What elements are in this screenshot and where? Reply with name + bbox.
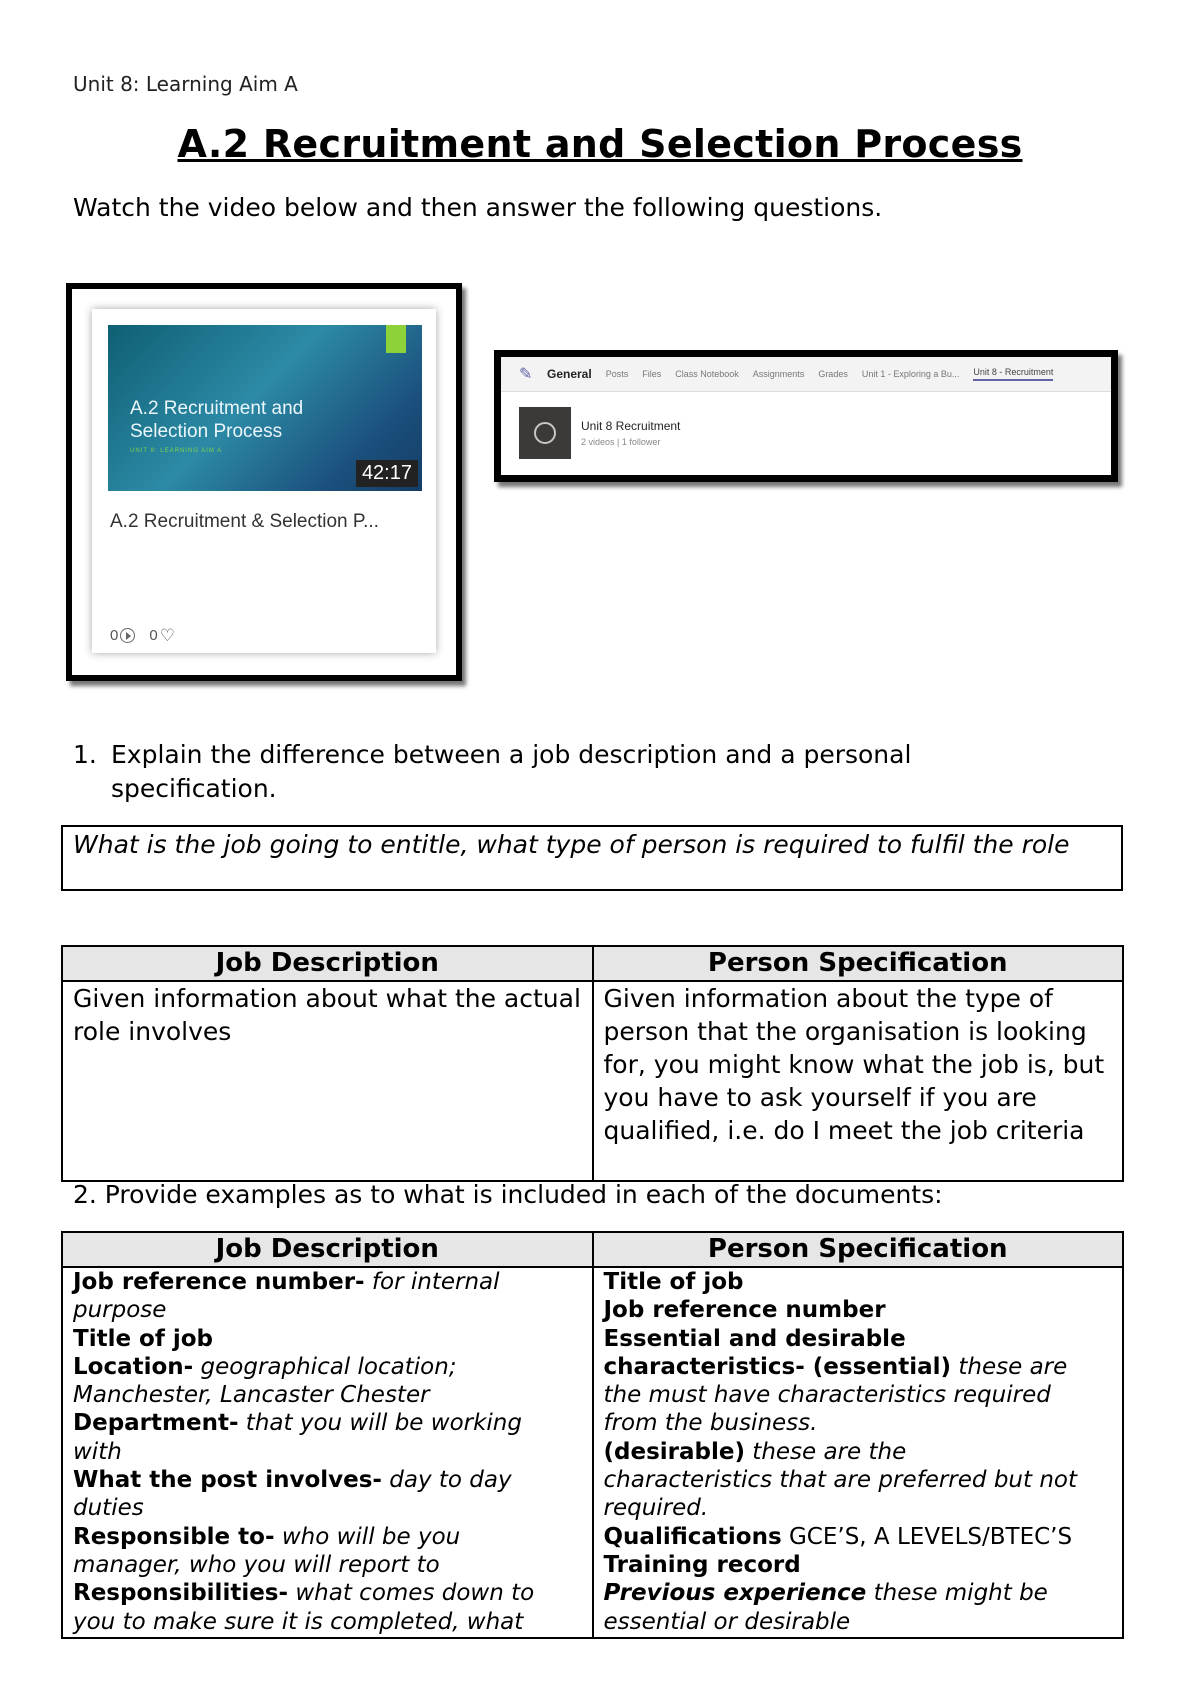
jd-department-label: Department-: [73, 1410, 239, 1437]
tab-files[interactable]: Files: [642, 369, 662, 379]
person-specification-cell: Given information about the type of person that the organisation is looking for, you might know what the job is, but you have to ask yourself if you are qualified, i.e. do I meet the job criteria: [593, 981, 1124, 1181]
ps-qualifications-value: GCE’S, A LEVELS/BTEC’S: [781, 1523, 1073, 1550]
tab-class-notebook[interactable]: Class Notebook: [675, 369, 739, 379]
team-name[interactable]: General: [547, 367, 592, 381]
intro-text: Watch the video below and then answer the following questions.: [73, 193, 883, 222]
jd-location-note: geographical location;: [193, 1353, 457, 1380]
teams-tab-bar: [501, 357, 1111, 392]
channel-name[interactable]: Unit 8 Recruitment: [581, 419, 681, 433]
tab-grades[interactable]: Grades: [818, 369, 848, 379]
job-description-cell: Given information about what the actual role involves: [62, 981, 593, 1181]
table-header-row: [62, 946, 1123, 981]
tab-unit-8[interactable]: Unit 8 - Recruitment: [973, 367, 1053, 381]
channel-meta: 2 videos | 1 follower: [581, 437, 661, 447]
jd-post-label: What the post involves-: [73, 1467, 382, 1494]
ps-experience-note-cont: essential or desirable: [603, 1608, 851, 1635]
jd-department-note: that you will be working: [238, 1410, 522, 1437]
page-header: Unit 8: Learning Aim A: [73, 72, 298, 96]
question-1-answer: What is the job going to entitle, what type of person is required to fulfil the role: [61, 825, 1123, 891]
ps-experience-note: these might be: [866, 1580, 1048, 1607]
ps-qualifications-label: Qualifications: [603, 1523, 782, 1550]
jd-reference-note: for internal: [364, 1269, 500, 1295]
column-header-person-specification: Person Specification: [593, 946, 1124, 981]
channel-entry[interactable]: [519, 407, 680, 459]
jd-responsibilities-label: Responsibilities-: [73, 1580, 289, 1607]
job-description-examples: [62, 1267, 593, 1638]
person-specification-examples: [593, 1267, 1124, 1638]
ps-desirable-note-end: required.: [603, 1495, 709, 1522]
views-count: 0: [110, 627, 119, 644]
jd-department-note-cont: with: [73, 1438, 122, 1465]
jd-location-note-cont: Manchester, Lancaster Chester: [73, 1382, 430, 1409]
comparison-table: [61, 945, 1124, 1182]
team-logo-icon: ✎: [519, 366, 533, 383]
ps-desirable-note-cont: characteristics that are preferred but not: [603, 1467, 1077, 1494]
table-row: [62, 1267, 1123, 1638]
jd-responsible-note-cont: manager, who you will report to: [73, 1551, 440, 1578]
jd-responsibilities-note-cont: you to make sure it is completed, what: [73, 1608, 524, 1635]
column-header-person-specification: Person Specification: [593, 1232, 1124, 1267]
question-1-text: Explain the difference between a job description and a personal specification.: [111, 740, 912, 803]
jd-reference-label: Job reference number-: [73, 1269, 365, 1295]
jd-location-label: Location-: [73, 1353, 194, 1380]
ps-experience-label: Previous experience: [603, 1580, 867, 1607]
teams-channel-image: [494, 350, 1118, 482]
ps-characteristics-note-cont: the must have characteristics required: [603, 1382, 1051, 1409]
tab-unit-1[interactable]: Unit 1 - Exploring a Bu...: [861, 369, 960, 379]
column-header-job-description: Job Description: [62, 946, 593, 981]
heart-icon[interactable]: ♡: [159, 626, 175, 645]
question-1-number: 1.: [73, 740, 97, 769]
jd-responsible-note: who will be you: [274, 1523, 461, 1550]
table-row: [62, 981, 1123, 1181]
video-title[interactable]: A.2 Recruitment & Selection P...: [110, 511, 379, 532]
ps-characteristics-note-end: from the business.: [603, 1410, 818, 1437]
thumbnail-subtitle: UNIT 8: LEARNING AIM A: [130, 448, 223, 454]
ps-essential-label: Essential and desirable: [603, 1325, 906, 1352]
likes-count: 0: [149, 627, 158, 644]
jd-responsibilities-note: what comes down to: [288, 1580, 535, 1607]
views-stat: [110, 627, 135, 644]
jd-post-note-cont: duties: [73, 1495, 144, 1522]
video-duration: 42:17: [356, 460, 418, 487]
page-title: A.2 Recruitment and Selection Process: [177, 122, 1023, 166]
globe-icon: [534, 422, 556, 444]
examples-table: [61, 1231, 1124, 1639]
channel-info: [581, 419, 680, 447]
video-thumbnail[interactable]: [108, 325, 422, 491]
jd-reference-note-cont: purpose: [73, 1297, 167, 1324]
channel-avatar: [519, 407, 571, 459]
ps-characteristics-label: characteristics- (essential): [603, 1353, 952, 1380]
question-2-text: 2. Provide examples as to what is included in each of the documents:: [73, 1180, 943, 1209]
play-icon: [120, 628, 135, 643]
thumbnail-tag: [386, 325, 406, 353]
likes-stat[interactable]: [149, 627, 175, 644]
ps-desirable-note: these are the: [744, 1438, 907, 1465]
ps-title-label: Title of job: [603, 1269, 744, 1295]
ps-training-label: Training record: [603, 1551, 801, 1578]
jd-title-label: Title of job: [73, 1325, 214, 1352]
tab-posts[interactable]: Posts: [605, 369, 629, 379]
video-card[interactable]: [92, 309, 436, 653]
video-stats: [110, 627, 175, 644]
ps-characteristics-note: these are: [951, 1353, 1068, 1380]
thumbnail-title: A.2 Recruitment and Selection Process: [130, 398, 304, 442]
jd-post-note: day to day: [381, 1467, 512, 1494]
column-header-job-description: Job Description: [62, 1232, 593, 1267]
jd-responsible-label: Responsible to-: [73, 1523, 275, 1550]
question-1: [73, 738, 1073, 806]
tab-assignments[interactable]: Assignments: [752, 369, 805, 379]
table-header-row: [62, 1232, 1123, 1267]
video-card-image[interactable]: [66, 283, 462, 681]
ps-desirable-label: (desirable): [603, 1438, 745, 1465]
ps-reference-label: Job reference number: [603, 1297, 886, 1324]
